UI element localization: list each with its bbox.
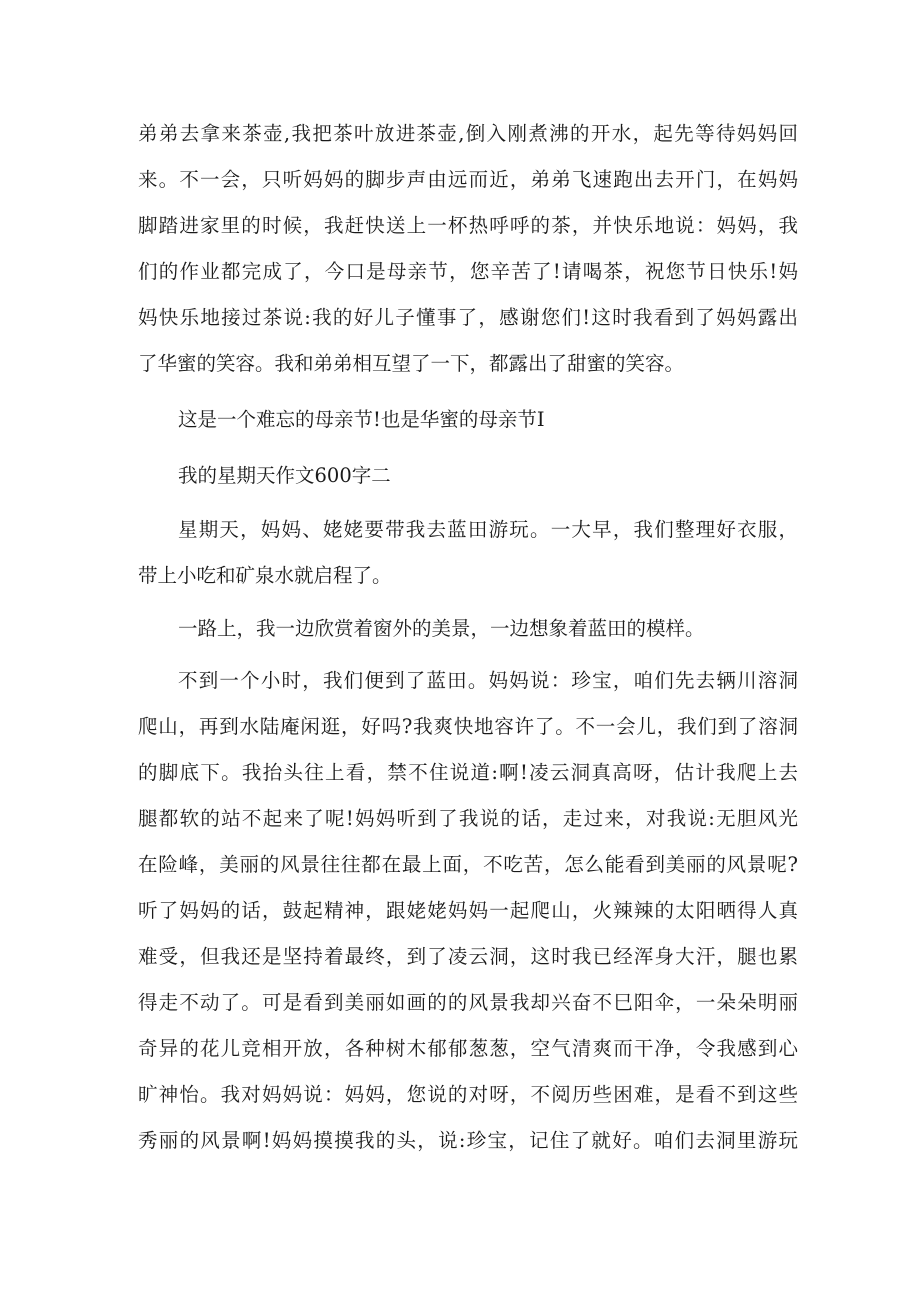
text-line: 弟弟去拿来茶壶,我把茶叶放进茶壶,倒入刚煮沸的开水，起先等待妈妈回: [138, 122, 798, 145]
text-line: 一路上，我一边欣赏着窗外的美景，一边想象着蓝田的模样。: [178, 617, 705, 640]
text-line: 奇异的花儿竞相开放，各种树木郁郁葱葱，空气清爽而干净，令我感到心: [138, 1037, 798, 1060]
text-line: 旷神怡。我对妈妈说：妈妈，您说的对呀，不阅历些困难，是看不到这些: [138, 1083, 798, 1106]
text-line: 们的作业都完成了，今口是母亲节，您辛苦了!请喝茶，祝您节日快乐!妈: [138, 260, 798, 283]
text-line: 了华蜜的笑容。我和弟弟相互望了一下，都露出了甜蜜的笑容。: [138, 352, 685, 375]
text-line: 听了妈妈的话，鼓起精神，跟姥姥妈妈一起爬山，火辣辣的太阳晒得人真: [138, 899, 798, 922]
text-line: 妈快乐地接过茶说:我的好儿子懂事了，感谢您们!这时我看到了妈妈露出: [138, 306, 798, 329]
section-heading: 我的星期天作文600字二: [178, 464, 391, 487]
text-line: 难受，但我还是坚持着最终，到了凌云洞，这时我已经浑身大汗，腿也累: [138, 945, 798, 968]
text-line: 的脚底下。我抬头往上看，禁不住说道:啊!凌云洞真高呀，估计我爬上去: [138, 761, 798, 784]
text-line: 带上小吃和矿泉水就启程了。: [138, 564, 392, 587]
text-line: 秀丽的风景啊!妈妈摸摸我的头，说:珍宝，记住了就好。咱们去洞里游玩: [138, 1129, 798, 1152]
text-line: 来。不一会，只听妈妈的脚步声由远而近，弟弟飞速跑出去开门，在妈妈: [138, 168, 798, 191]
text-line: 爬山，再到水陆庵闲逛，好吗?我爽快地容许了。不一会儿，我们到了溶洞: [138, 715, 798, 738]
text-line: 星期天，妈妈、姥姥要带我去蓝田游玩。一大早，我们整理好衣服，: [178, 518, 798, 541]
text-line: 脚踏进家里的时候，我赶快送上一杯热呼呼的茶，并快乐地说：妈妈，我: [138, 214, 798, 237]
text-line: 腿都软的站不起来了呢!妈妈听到了我说的话，走过来，对我说:无胆风光: [138, 807, 798, 830]
text-line: 这是一个难忘的母亲节!也是华蜜的母亲节I: [178, 408, 545, 431]
text-line: 得走不动了。可是看到美丽如画的的风景我却兴奋不巳阳伞，一朵朵明丽: [138, 991, 798, 1014]
text-line: 在险峰，美丽的风景往往都在最上面，不吃苦，怎么能看到美丽的风景呢?: [138, 853, 798, 876]
text-line: 不到一个小时，我们便到了蓝田。妈妈说：珍宝，咱们先去辆川溶洞: [178, 669, 798, 692]
